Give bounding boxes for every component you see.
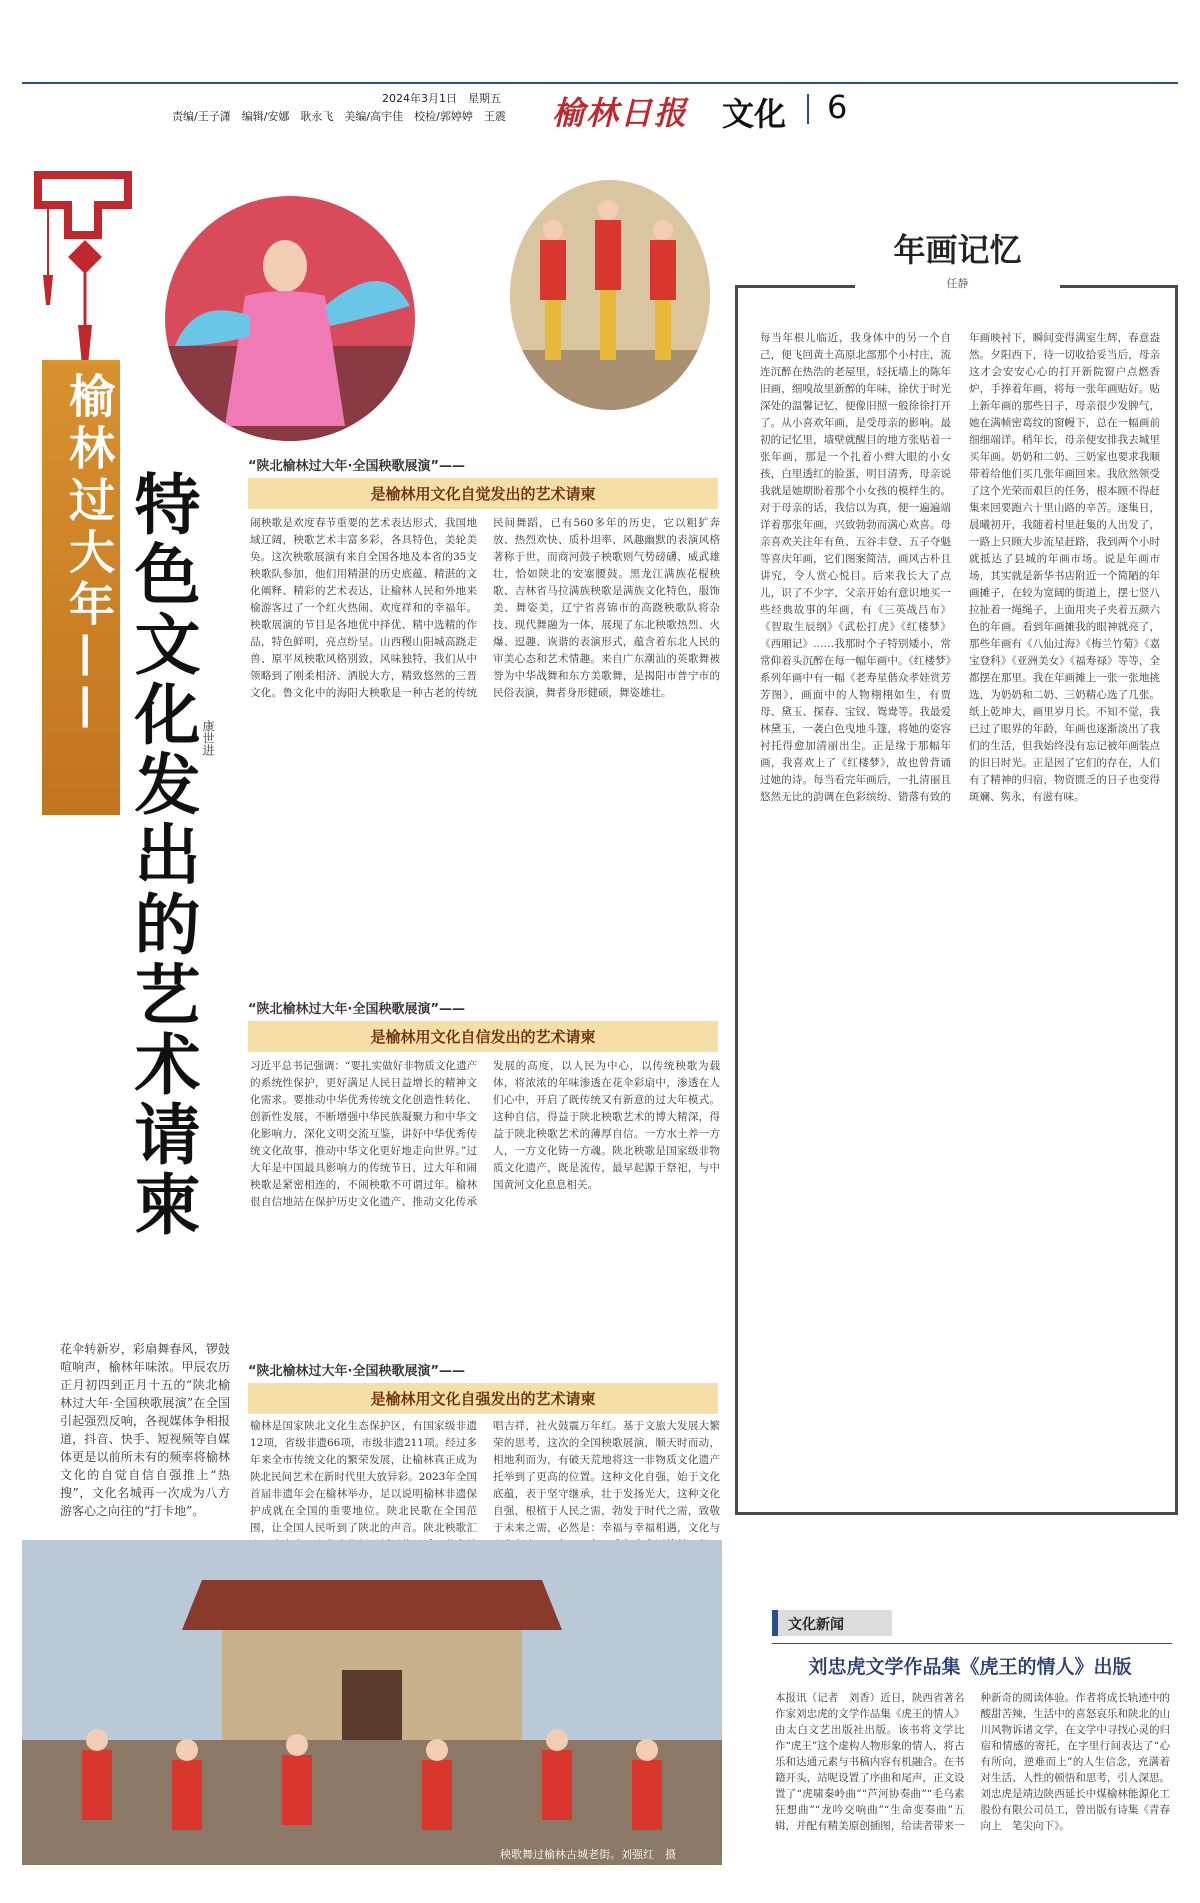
essay-title: 年画记忆 (893, 231, 1022, 269)
masthead-divider (807, 94, 809, 124)
section-1-header (248, 455, 718, 509)
issue-date: 2024年3月1日 星期五 (382, 92, 501, 105)
newspaper-logo: 榆林日报 (552, 94, 689, 132)
feature-banner-text: 榆林过大年—— (62, 372, 116, 736)
feature-title: 特色文化发出的艺术请柬 (123, 470, 201, 1240)
news-headline: 刘忠虎文学作品集《虎王的情人》出版 (808, 1656, 1132, 1678)
section-2-header (248, 998, 718, 1052)
news-body: 本报讯（记者 刘香）近日，陕西省著名作家刘忠虎的文学作品集《虎王的情人》由太白文艺出版社出版。该书将文学比作“虎王”这个虚构人物形象的情人，将古乐和达通元素与书稿内容有机融合。在书籍开头，站呢设置了序曲和尾声，正文设置了“虎啸秦岭曲”“芦河协奏曲”“毛乌素狂想曲”“龙吟交响曲”“生命变奏曲”五辑，并配有精美原创插图，给读者带来一种新奇的阅读体验。作者将成长轨迹中的酸甜苦辣，生活中的喜怒哀乐和陕北的山川风物诉诸文学，在文学中寻找心灵的归宿和情感的寄托，在字里行间表达了“心有所向，逆难而上”的人生信念，充满着对生活、人性的顿悟和思考，引人深思。刘忠虎是靖边陕西延长中煤榆林能源化工股份有限公司员工，曾出版有诗集《青春向上 笔尖向下》。 (775, 1692, 1170, 1832)
masthead (22, 82, 1178, 132)
section-2-body: 习近平总书记强调：“要扎实做好非物质文化遗产的系统性保护，更好满足人民日益增长的精神文化需求。要推动中华优秀传统文化创造性转化、创新性发展，不断增强中华民族凝聚力和中华文化影响力，深化文明交流互鉴，讲好中华优秀传统文化故事，推动中华文化更好地走向世界。”过大年是中国最具影响力的传统节日，过大年和闹秧歌是紧密相连的，不闹秧歌不可谓过年。榆林很自信地站在保护历史文化遗产、推动文化传承发展的高度，以人民为中心，以传统秧歌为载体，将浓浓的年味渗透在花伞彩扇中，渗透在人们心中，开启了既传统又有新意的过大年模式。这种自信，得益于陕北秧歌艺术的博大精深，得益于陕北秧歌艺术的薄厚自信。一方水土养一方人，一方文化铸一方魂。陕北秧歌是国家级非物质文化遗产，既是流传，最早起源于祭祀，与中国黄河文化息息相关。 (250, 1060, 720, 1208)
news-rule (772, 1643, 1172, 1644)
section-2-headline: 是榆林用文化自信发出的艺术请柬 (248, 1021, 718, 1052)
section-3-header (248, 1360, 718, 1414)
feature-banner (42, 360, 120, 815)
section-2-kicker: “陕北榆林过大年·全国秧歌展演”—— (248, 1002, 466, 1017)
page-number: 6 (827, 88, 848, 126)
photo-caption: 秧歌舞过榆林古城老街。刘强红 摄 (500, 1848, 676, 1861)
stilt-troupe-photo (510, 180, 710, 410)
feature-intro: 花伞转新岁，彩扇舞春风，锣鼓喧响声，榆林年味浓。甲辰农历正月初四到正月十五的“陕北榆林过大年·全国秧歌展演”在全国引起强烈反响，各视媒体争相报道，抖音、快手、短视频等自媒体更是以前所未有的频率将榆林文化的自觉自信自强推上“热搜”，文化名城再一次成为八方游客心之向往的“打卡地”。 (60, 1342, 230, 1518)
essay-body: 每当年根儿临近，我身体中的另一个自己，便飞回黄土高原北部那个小村庄，流连沉醉在热浩的老屋里，轻抚墙上的陈年旧画，细嗅故里新醉的年味，徐伏于时光深处的温馨记忆，便像旧照一般徐徐打开了。从小喜欢年画，是受母亲的影响。最初的记忆里，墙壁就醒目的地方张贴着一张年画，那是一个扎着小辫大眼的小女孩，白里透红的脸蛋，明目清秀，母亲说我就是她期盼着那个小女孩的模样生的。对于母亲的话，我信以为真，便一遍遍端详着那张年画，兴致勃勃而满心欢喜。母亲喜欢关注年有鱼、五谷丰登、五子夺魁等喜庆年画，它们图案简洁，画风古朴且讲究，令人赏心悦目。后来我长大了点儿，识了不少字，父亲开始有意识地买一些经典故事的年画，有《三英战吕布》《智取生辰纲》《武松打虎》《红楼梦》《西厢记》……我那时个子特别矮小，常常仰着头沉醉在每一幅年画中。《红楼梦》系列年画中有一幅《老寿星偕众孝娃赏芳芳图》，画面中的人物栩栩如生，有贾母、黛玉、探春、宝钗、鸳鸯等。我最爱林黛玉，一袭白色曳地斗篷，将她的姿容衬托得愈加清丽出尘。正是缘于那幅年画，我喜欢上了《红楼梦》，故也曾背诵过她的诗。每当看完年画后，一扎清丽且悠然无比的韵调在色彩缤纷、错落有致的年画映衬下，瞬间变得满室生辉，春意盎然。夕阳西下，待一切收拾妥当后，母亲这才会安安心心的打开新院窗户点燃香炉，手捧着年画，将每一张年画贴好。贴上新年画的那些日子，母亲很少发脾气，她在满帧密葛纹的窗幔下，总在一幅画前细细端详。稍年长，母亲便安排我去城里买年画。奶奶和二奶、三奶家也要求我顺带着给他们买几张年画回来。我欣然领受了这个光荣而艰巨的任务，根本顾不得赶集来回要跑六十里山路的辛苦。逐集日，晨曦初开，我随着村里赶集的人出发了，一路上只顾大步流星赶路，我到两个小时就抵达了县城的年画市场。说是年画市场，其实就是新华书店附近一个简陋的年画摊子，在较为宽阔的街道上，摆七竖八拉扯着一绳绳子，上面用夹子夹着五颜六色的年画。看到年画摊我的眼神就亮了，那些年画有《八仙过海》《梅兰竹菊》《嘉宝登科》《亚洲美女》《福寿禄》等等，全都摆在那里。我在年画摊上一张一张地挑选，为奶奶和二奶、三奶精心选了几张。纸上乾坤大，画里岁月长。不知不觉，我已过了眼界的年龄，年画也逐渐淡出了我们的生活，但我始终没有忘记被年画装点的旧日时光。正是因了它们的存在，人们有了精神的归宿，物资匮乏的日子也变得斑斓、隽永，有滋有味。 (760, 332, 1160, 803)
section-name: 文化 (722, 95, 787, 133)
section-1-headline: 是榆林用文化自觉发出的艺术请柬 (248, 478, 718, 509)
feature-author: 康世进 (201, 720, 215, 756)
section-1-kicker: “陕北榆林过大年·全国秧歌展演”—— (248, 459, 466, 474)
chinese-knot-icon (28, 165, 143, 375)
essay-author: 任静 (946, 277, 969, 290)
news-tag: 文化新闻 (772, 1610, 892, 1636)
section-3-headline: 是榆林用文化自强发出的艺术请柬 (248, 1383, 718, 1414)
dancer-photo (165, 196, 415, 441)
section-1-body: 闹秧歌是欢度春节重要的艺术表达形式，我国地域辽阔，秧歌艺术丰富多彩，各具特色，美轮美奂。这次秧歌展演有来自全国各地及本省的35支秧歌队参加，他们用精湛的历史底蕴、精湛的文化阐释、精彩的艺术表达，让榆林人民和外地来榆游客过了一个红火热闹、欢度祥和的幸福年。秧歌展演的节目是各地优中择优、精中选精的作品，特色鲜明，亮点纷呈。山西稷山阳城高跷走兽、原平凤秧歌风格别致，风味独特，我们从中领略到了刚柔相济、洒脱大方，精致悠然的三晋文化。鲁文化中的海阳大秧歌是一种古老的传统民间舞蹈，已有560多年的历史，它以粗犷奔放、热烈欢快、质朴坦率、风趣幽默的表演风格著称于世，而商河鼓子秧歌则气势磅礴、威武雄壮，恰如陕北的安塞腰鼓。黑龙江满族花棍秧歌、吉林省马拉满族秧歌是满族文化特色，服饰美、舞姿美，辽宁省喜锦市的高跷秧歌队将杂技、现代舞融为一体，展现了东北秧歌热烈、火爆、逗趣、诙谐的表演形式，蕴含着东北人民的审美心态和艺术情趣。来自广东潮汕的英歌舞被誉为中华战舞和东方美歌舞，是揭阳市普宁市的民俗表演，舞者身形健硕，舞姿雄壮。 (250, 517, 720, 699)
street-yangge-photo (22, 1540, 722, 1865)
section-3-kicker: “陕北榆林过大年·全国秧歌展演”—— (248, 1364, 466, 1379)
section-3-body: 榆林是国家陕北文化生态保护区，有国家级非遗12项，省级非遗66项，市级非遗211项。经过多年来全市传统文化的繁荣发展，让榆林真正成为陕北民间艺术在新时代里大放异彩。2023年全国首届非遗年会在榆林举办，足以说明榆林非遗保护成就在全国的重要地位。陕北民歌在全国范围，让全国人民听到了陕北的声音。陕北秧歌汇 唱吉祥，社火鼓震万年红。基于文旅大发展大繁荣的思考，这次的全国秧歌展演，顺天时而动，相地利而为，有破天荒地将这一非物质文化遗产托举到了更高的位置。这种文化自强，始于文化底蕴，表于坚守继承，壮于发扬光大，这种文化自强，根植于人民之需，勃发于时代之需，致敬于未来之需，必然是：幸福与幸福相遇，文化与 (250, 1420, 720, 1534)
essay-header (855, 225, 1060, 305)
editor-credits: 责编/王子潇 编辑/安娜 耿永飞 美编/高宇佳 校检/郭婷婷 王震 (172, 110, 506, 123)
